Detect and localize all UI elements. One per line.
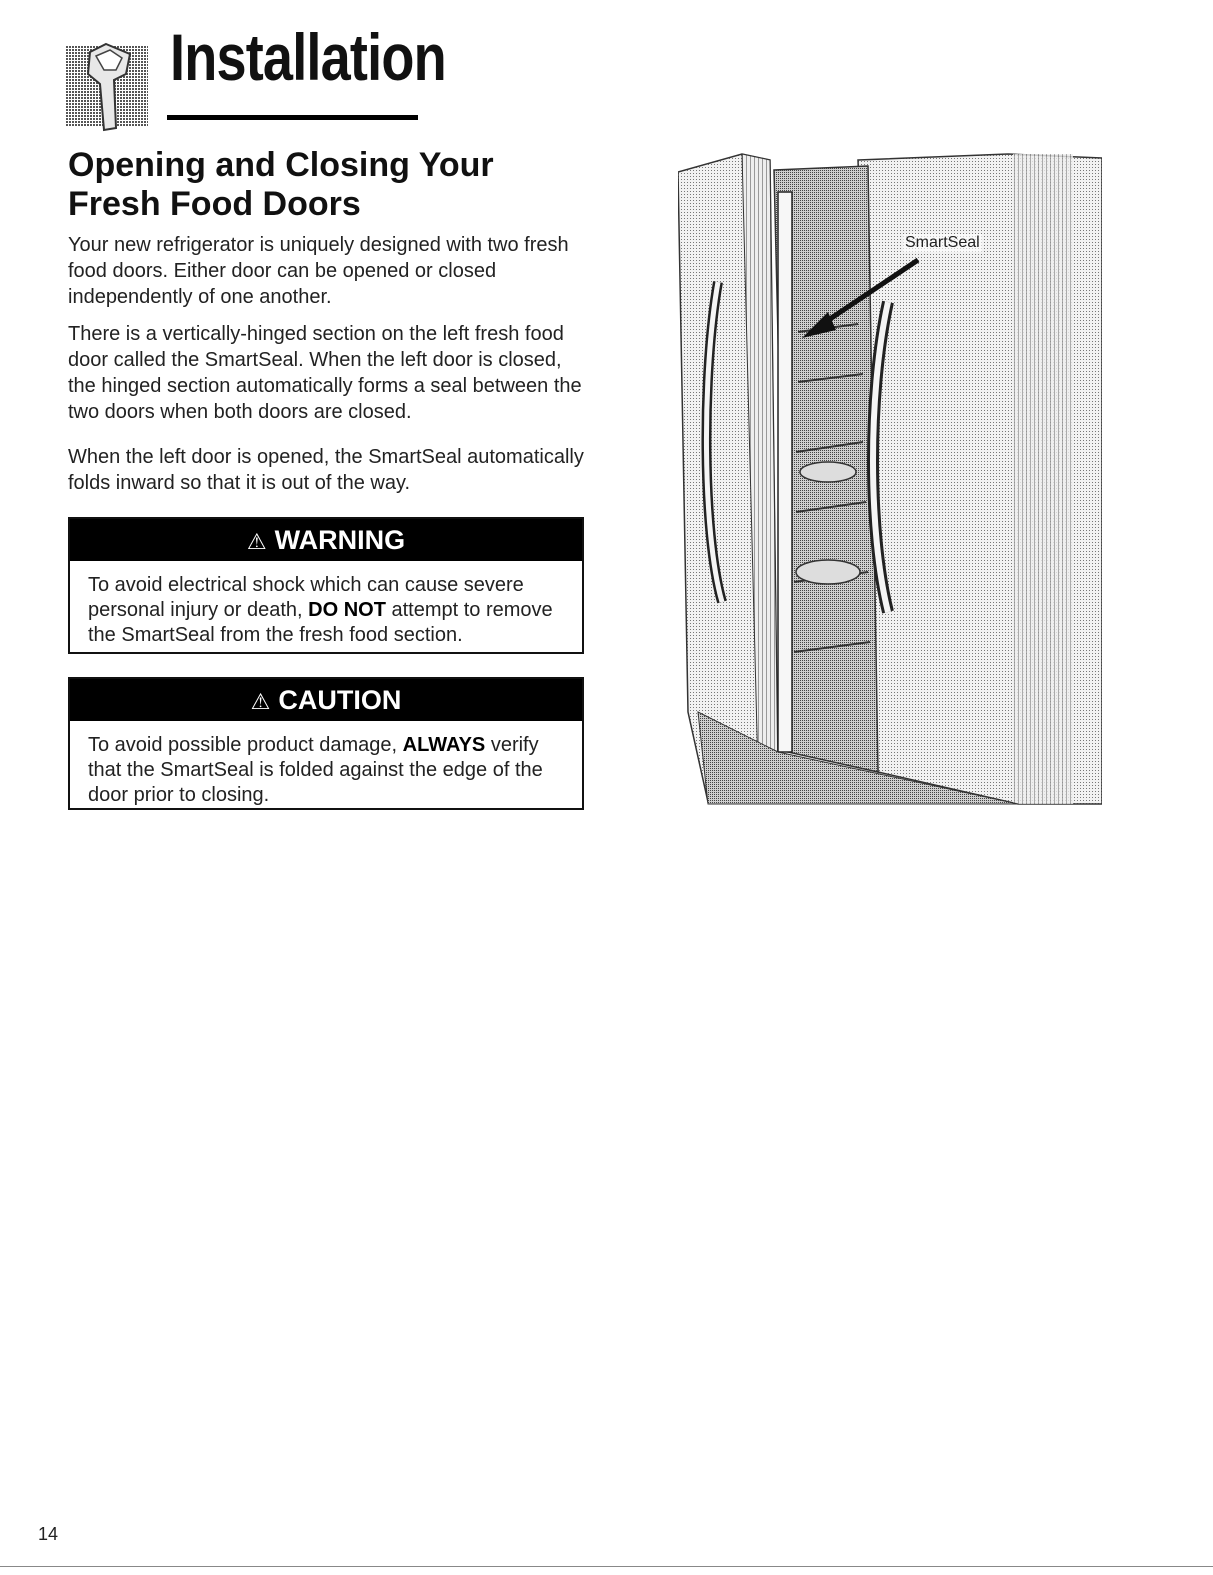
warning-box	[68, 517, 584, 654]
warning-header	[70, 519, 582, 561]
warning-triangle-icon: ⚠	[246, 529, 267, 554]
footer-divider	[0, 1566, 1213, 1567]
warning-text	[70, 561, 582, 658]
paragraph: There is a vertically-hinged section on the left fresh food door called the SmartSeal. When the left door is closed, the hinged section automatically forms a seal between the two doors when both doors are closed.	[68, 323, 582, 423]
warning-emphasis: DO NOT	[308, 599, 386, 621]
caution-text	[70, 721, 582, 818]
title-underline	[167, 115, 418, 120]
caution-label: CAUTION	[278, 685, 402, 715]
caution-emphasis: ALWAYS	[402, 734, 486, 756]
paragraph: When the left door is opened, the SmartSeal automatically folds inward so that it is out of the way.	[68, 446, 584, 494]
warning-text-part: attempt to remove the SmartSeal from the fresh food section.	[88, 599, 553, 646]
section-heading: Opening and Closing Your Fresh Food Doors	[68, 146, 494, 223]
page-title: Installation	[170, 20, 446, 94]
warning-text-part: To avoid electrical shock which can cause severe personal injury or death,	[88, 574, 524, 621]
paragraph: Your new refrigerator is uniquely designed with two fresh food doors. Either door can be opened or closed independently of one another.	[68, 234, 569, 308]
refrigerator-illustration	[678, 152, 1102, 806]
caution-text-part: To avoid possible product damage,	[88, 734, 403, 756]
warning-triangle-icon: ⚠	[250, 689, 271, 714]
page-number: 14	[38, 1524, 59, 1544]
smartseal-callout-label: SmartSeal	[905, 234, 980, 251]
caution-text-part: verify that the SmartSeal is folded against the edge of the door prior to closing.	[88, 734, 543, 806]
caution-box	[68, 677, 584, 810]
warning-label: WARNING	[274, 525, 406, 555]
wrench-icon	[66, 40, 154, 132]
caution-header	[70, 679, 582, 721]
